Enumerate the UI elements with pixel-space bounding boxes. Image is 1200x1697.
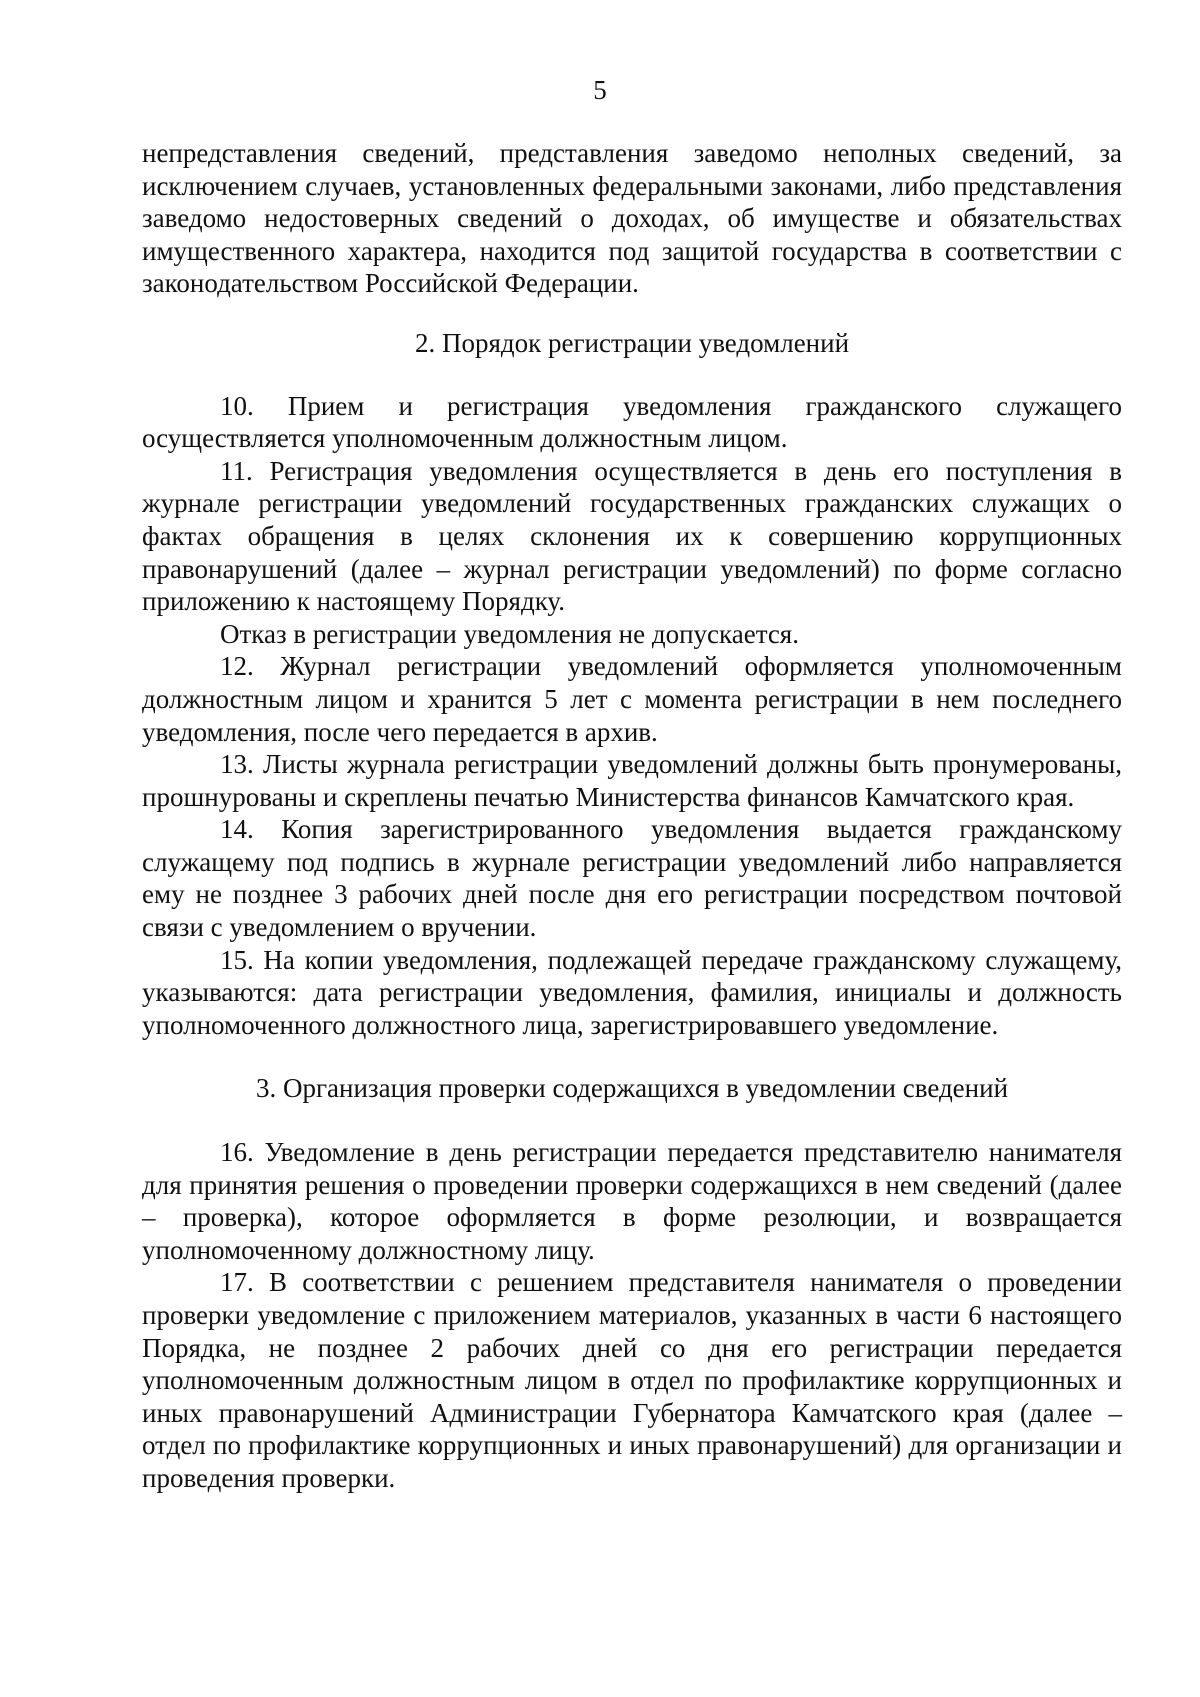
paragraph-17: 17. В соответствии с решением представителя нанимателя о проведении проверки уведомление с приложением материалов, указанных в части 6 настоящего Порядка, не позднее 2 рабочих дней со дня его регистрации передается уполномоченным должностным лицом в отдел по профилактике коррупционных и иных правонарушений Администрации Губернатора Камчатского края (далее – отдел по профилактике коррупционных и иных правонарушений) для организации и проведения проверки. bbox=[142, 1267, 1122, 1493]
paragraph-16: 16. Уведомление в день регистрации передается представителю нанимателя для принятия решения о проведении проверки содержащихся в нем сведений (далее – проверка), которое оформляется в форме резолюции, и возвращается уполномоченному должностному лицу. bbox=[142, 1137, 1122, 1265]
intro-paragraph: непредставления сведений, представления заведомо неполных сведений, за исключением случаев, установленных федеральными законами, либо представления заведомо недостоверных сведений о доходах, об имуществе и обязательствах имущественного характера, находится под защитой государства в соответствии с законодательством Российской Федерации. bbox=[142, 138, 1122, 299]
paragraph-11-refusal: Отказ в регистрации уведомления не допускается. bbox=[220, 618, 799, 649]
paragraph-14: 14. Копия зарегистрированного уведомления выдается гражданскому служащему под подпись в журнале регистрации уведомлений либо направляется ему не позднее 3 рабочих дней после дня его регистрации посредством почтовой связи с уведомлением о вручении. bbox=[142, 814, 1122, 943]
paragraph-15: 15. На копии уведомления, подлежащей передаче гражданскому служащему, указываются: дата регистрации уведомления, фамилия, инициалы и должность уполномоченного должностного лица, зарегистрировавшего уведомление. bbox=[142, 944, 1122, 1040]
paragraph-13: 13. Листы журнала регистрации уведомлений должны быть пронумерованы, прошнурованы и скреплены печатью Министерства финансов Камчатского края. bbox=[142, 749, 1122, 812]
document-body bbox=[142, 137, 1122, 1495]
page-number: 5 bbox=[593, 75, 607, 105]
paragraph-10: 10. Прием и регистрация уведомления гражданского служащего осуществляется уполномоченным должностным лицом. bbox=[142, 390, 1122, 454]
paragraph-11: 11. Регистрация уведомления осуществляется в день его поступления в журнале регистрации уведомлений государственных гражданских служащих о фактах обращения в целях склонения их к совершению коррупционных правонарушений (далее – журнал регистрации уведомлений) по форме согласно приложению к настоящему Порядку. bbox=[142, 455, 1122, 617]
section-2-heading: 2. Порядок регистрации уведомлений bbox=[414, 327, 850, 358]
section-3-heading: 3. Организация проверки содержащихся в уведомлении сведений bbox=[255, 1073, 1009, 1104]
paragraph-12: 12. Журнал регистрации уведомлений оформляется уполномоченным должностным лицом и хранится 5 лет с момента регистрации в нем последнего уведомления, после чего передается в архив. bbox=[142, 651, 1122, 747]
